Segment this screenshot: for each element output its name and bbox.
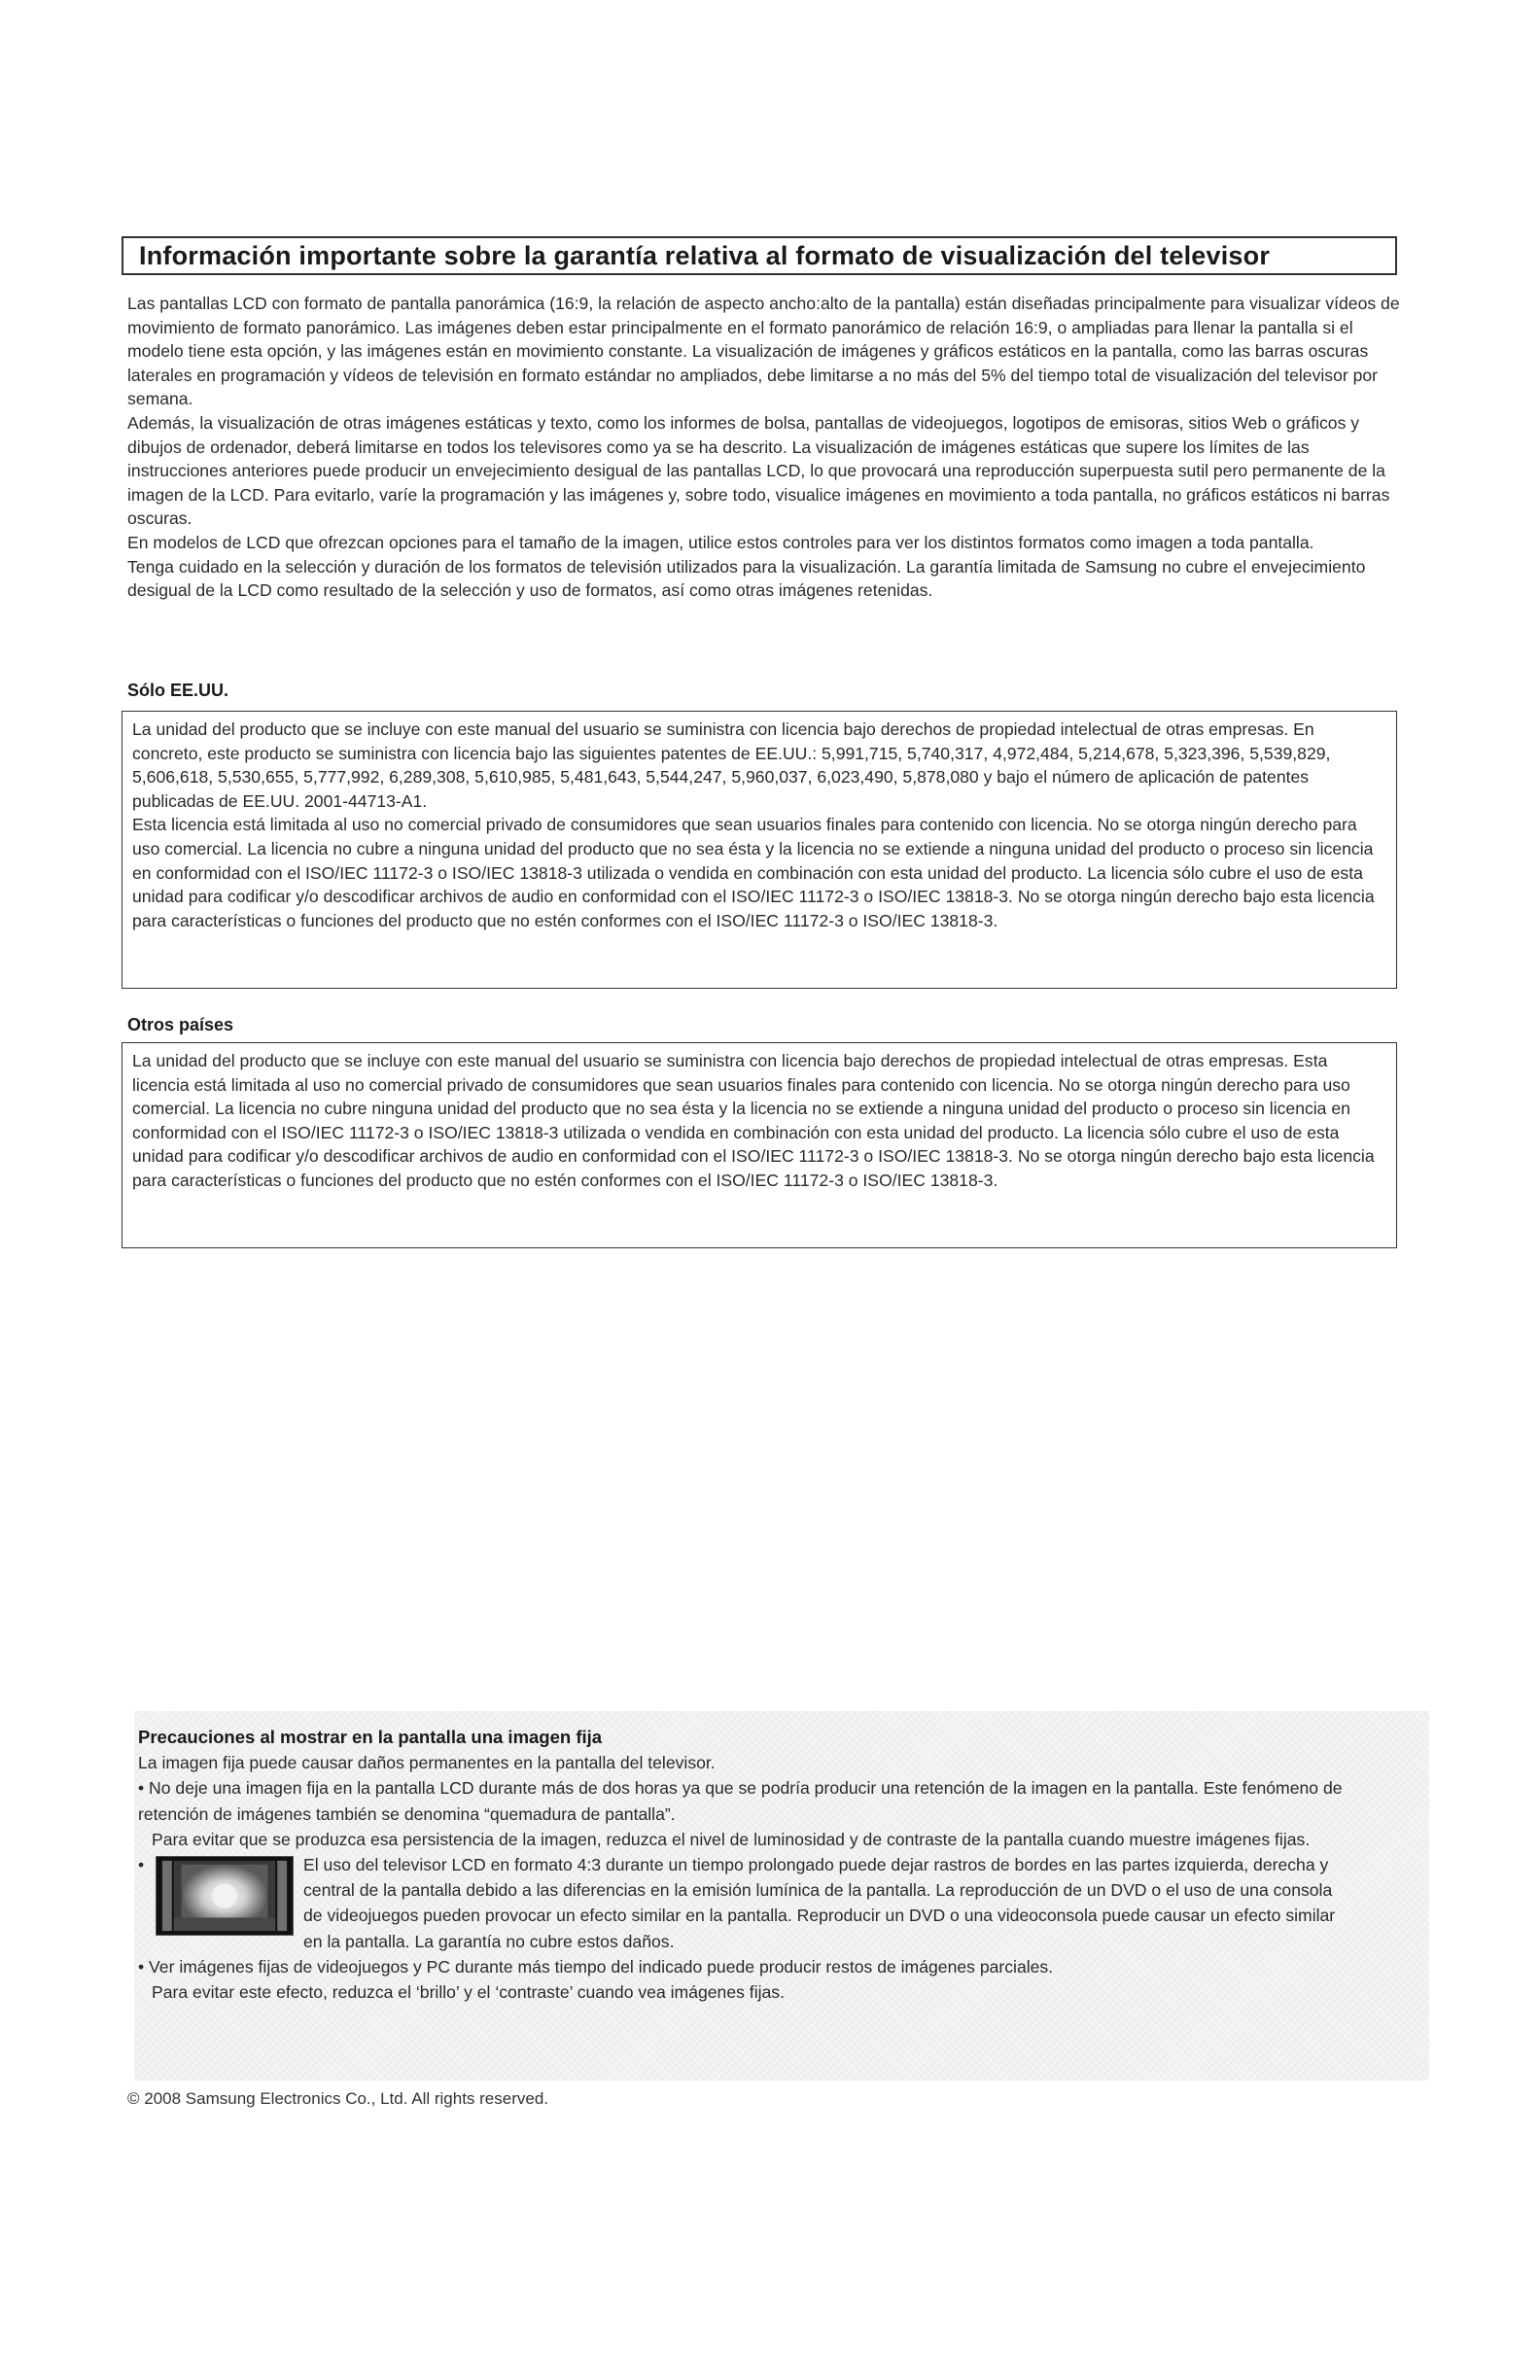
intro-paragraph: Además, la visualización de otras imágenes estáticas y texto, como los informes de bolsa, pantallas de videojuegos, logotipos de emisoras, sitios Web o gráficos y dibujos de ordenador, deberá limitarse en todos los televisores como ya se ha descrito. La visualización de imágenes estáticas que supere los límites de las instrucciones anteriores puede producir un envejecimiento desigual de las pantallas LCD, lo que provocará una reproducción superpuesta sutil pero permanente de la imagen de la LCD. Para evitarlo, varíe la programación y las imágenes y, sobre todo, visualice imágenes en movimiento a toda pantalla, no gráficos estáticos ni barras oscuras. — [127, 412, 1390, 529]
license-paragraph: La unidad del producto que se incluye con este manual del usuario se suministra con licencia bajo derechos de propiedad intelectual de otras empresas. Esta licencia está limitada al uso no comercial privado de consumidores que sean usuarios finales para contenido con licencia. No se otorga ningún derecho para uso comercial. La licencia no cubre ninguna unidad del producto que no sea ésta y la licencia no se extiende a ninguna unidad del producto o proceso sin licencia en conformidad con el ISO/IEC 11172-3 o ISO/IEC 13818-3 utilizada o vendida en combinación con esta unidad del producto. La licencia sólo cubre el uso de esta unidad para codificar y/o descodificar archivos de audio en conformidad con el ISO/IEC 11172-3 o ISO/IEC 13818-3. No se otorga ningún derecho bajo esta licencia para características o funciones del producto que no estén conformes con el ISO/IEC 11172-3 o ISO/IEC 13818-3. — [132, 1051, 1375, 1190]
precaution-bullet: El uso del televisor LCD en formato 4:3 durante un tiempo prolongado puede dejar rastros de bordes en las partes izquierda, derecha y central de la pantalla debido a las diferencias en la emisión lumínica de la pantalla. La reproducción de un DVD o el uso de una consola de videojuegos pueden provocar un efecto similar en la pantalla. Reproducir un DVD o una videoconsola puede causar un efecto similar en la pantalla. La garantía no cubre estos daños. — [303, 1855, 1336, 1951]
copyright-notice: © 2008 Samsung Electronics Co., Ltd. All rights reserved. — [127, 2089, 549, 2108]
title-box — [122, 236, 1397, 275]
precaution-subtext: Para evitar este efecto, reduzca el ‘brillo’ y el ‘contraste’ cuando vea imágenes fijas. — [152, 1982, 785, 2003]
intro-paragraph: Las pantallas LCD con formato de pantalla panorámica (16:9, la relación de aspecto ancho:alto de la pantalla) están diseñadas principalmente para visualizar vídeos de movimiento de formato panorámico. Las imágenes deben estar principalmente en el formato panorámico de relación 16:9, o ampliadas para llenar la pantalla si el modelo tiene esta opción, y las imágenes están en movimiento constante. La visualización de imágenes y gráficos estáticos en la pantalla, como las barras oscuras laterales en programación y vídeos de televisión en formato estándar no ampliados, debe limitarse a no más del 5% del tiempo total de visualización del televisor por semana. — [127, 294, 1400, 409]
precaution-image-row — [138, 1852, 1353, 1954]
intro-paragraph: En modelos de LCD que ofrezcan opciones para el tamaño de la imagen, utilice estos controles para ver los distintos formatos como imagen a toda pantalla. — [127, 532, 1314, 552]
screen-retention-image — [156, 1856, 294, 1936]
us-section-label: Sólo EE.UU. — [127, 681, 229, 700]
license-paragraph: La unidad del producto que se incluye con este manual del usuario se suministra con licencia bajo derechos de propiedad intelectual de otras empresas. En concreto, este producto se suministra con licencia bajo las siguientes patentes de EE.UU.: 5,991,715, 5,740,317, 4,972,484, 5,214,678, 5,323,396, 5,539,829, 5,606,618, 5,530,655, 5,777,992, 6,289,308, 5,610,985, 5,481,643, 5,544,247, 5,960,037, 6,023,490, 5,878,080 y bajo el número de aplicación de patentes publicadas de EE.UU. 2001-44713-A1. — [132, 719, 1331, 811]
precautions-title: Precauciones al mostrar en la pantalla una imagen fija — [138, 1727, 603, 1747]
precautions-intro: La imagen fija puede causar daños permanentes en la pantalla del televisor. — [138, 1753, 716, 1773]
precautions-content — [138, 1725, 1353, 2005]
precaution-bullet: • No deje una imagen fija en la pantalla LCD durante más de dos horas ya que se podría producir una retención de la imagen en la pantalla. Este fenómeno de retención de imágenes también se denomina “quemadura de pantalla”. — [138, 1778, 1343, 1824]
bullet-marker: • — [138, 1855, 145, 1875]
intro-paragraph: Tenga cuidado en la selección y duración de los formatos de televisión utilizados para la visualización. La garantía limitada de Samsung no cubre el envejecimiento desigual de la LCD como resultado de la selección y uso de formatos, así como otras imágenes retenidas. — [127, 556, 1366, 601]
other-section-label: Otros países — [127, 1015, 234, 1034]
license-paragraph: Esta licencia está limitada al uso no comercial privado de consumidores que sean usuarios finales para contenido con licencia. No se otorga ningún derecho para uso comercial. La licencia no cubre a ninguna unidad del producto que no sea ésta y la licencia no se extiende a ninguna unidad del producto o proceso sin licencia en conformidad con el ISO/IEC 11172-3 o ISO/IEC 13818-3 utilizada o vendida en combinación con esta unidad del producto. La licencia sólo cubre el uso de esta unidad para codificar y/o descodificar archivos de audio en conformidad con el ISO/IEC 11172-3 o ISO/IEC 13818-3. No se otorga ningún derecho bajo esta licencia para características o funciones del producto que no estén conformes con el ISO/IEC 11172-3 o ISO/IEC 13818-3. — [132, 815, 1375, 930]
precaution-subtext: Para evitar que se produzca esa persistencia de la imagen, reduzca el nivel de luminosidad y de contraste de la pantalla cuando muestre imágenes fijas. — [152, 1829, 1311, 1849]
other-license-box — [122, 1042, 1397, 1248]
precaution-bullet: • Ver imágenes fijas de videojuegos y PC durante más tiempo del indicado puede producir restos de imágenes parciales. — [138, 1956, 1054, 1977]
intro-text — [127, 292, 1401, 603]
page-title: Información importante sobre la garantía relativa al formato de visualización del televisor — [139, 240, 1271, 270]
us-license-box — [122, 711, 1397, 989]
